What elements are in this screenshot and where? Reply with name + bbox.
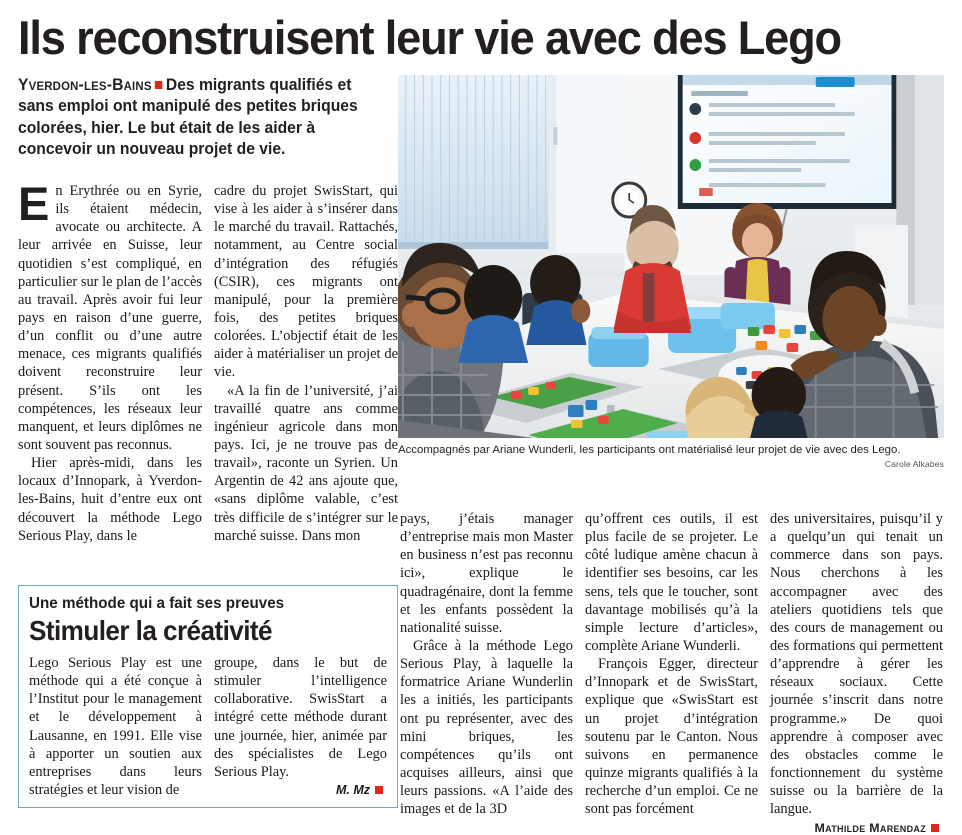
article-column-3 — [400, 510, 573, 835]
paragraph: François Egger, directeur d’Innopark et de SwisStart, explique que «SwisStart est un projet d’intégration soutenu par le Canton. Nous suivons en permanence quinze migrants qualifiés à la recherche d’un emploi. Ce ne sont pas forcément — [585, 656, 758, 818]
paragraph: En Erythrée ou en Syrie, ils étaient médecin, avocate ou architecte. A leur arrivée en Suisse, leur quotidien s’est compliqué, en particulier sur le plan de l’accès au travail. Après avoir fui leur pays en raison d’une guerre, d’un conflit ou d’une autre menace, ces migrants qualifiés doivent reconstruire leur présent. S’ils ont les compétences, les réseaux leur manquent, et leurs diplômes ne sont souvent pas reconnus. — [18, 177, 202, 453]
upper-text-columns — [18, 177, 398, 545]
photo-caption: Accompagnés par Ariane Wunderli, les participants ont matérialisé leur projet de vie avec des Lego. — [398, 444, 901, 456]
article-column-4 — [585, 510, 758, 835]
sidebar-column-1 — [29, 654, 202, 799]
sidebar-column-2 — [214, 654, 387, 799]
red-square-icon — [931, 824, 939, 832]
sidebar-box — [18, 585, 398, 808]
sidebar-title: Stimuler la créativité — [29, 615, 273, 646]
lead-paragraph — [18, 75, 368, 161]
paragraph: «A la fin de l’université, j’ai travaillé quatre ans comme ingénieur agricole dans mon pays. Ici, je ne trouve pas de travail», raconte un Syrien. Un Argentin de 42 ans ajoute que, «sans diplôme valable, c’est très difficile de s’intégrer sur le marché suisse. Dans mon — [214, 382, 398, 544]
newspaper-page — [0, 11, 962, 835]
paragraph: cadre du projet SwisStart, qui vise à les aider à s’insérer dans le marché du travail. Rattachés, notamment, au Centre social d’intégration des réfugiés (CSIR), ces migrants ont manipulé, pour la première fois, des petites briques colorées. L’objectif était de les aider à matérialiser un projet de vie. — [214, 183, 398, 381]
article-column-1 — [18, 177, 202, 545]
lead-text: Des migrants qualifiés et sans emploi ont manipulé des petites briques colorées, hier. Le but était de les aider à concevoir un nouveau projet de vie. — [18, 76, 358, 159]
paragraph: Grâce à la méthode Lego Serious Play, à laquelle la formatrice Ariane Wunderlin les a initiés, les participants ont pu représenter, avec des mini briques, les compétences qu’ils ont acquises ailleurs, ainsi que leurs passions. «A l’aide des images et de la 3D — [400, 637, 573, 818]
sidebar-byline — [214, 783, 387, 797]
page-title: Ils reconstruisent leur vie avec des Lego — [18, 11, 841, 64]
lower-text-columns — [400, 510, 944, 835]
dateline-locality: Yverdon-les-Bains — [18, 76, 152, 94]
article-photo — [398, 75, 944, 438]
red-square-icon — [375, 786, 383, 794]
paragraph: pays, j’étais manager d’entreprise mais mon Master en business n’est pas reconnu ici», explique le quadragénaire, dont la femme et les enfants possèdent la nationalité suisse. — [400, 511, 573, 636]
sidebar-kicker: Une méthode qui a fait ses preuves — [29, 595, 285, 612]
article-column-2 — [214, 182, 398, 545]
paragraph: des universitaires, puisqu’il y a quelqu’un qui tenait un commerce dans son pays. Nous cherchons à les accompagner avec des ateliers quotidiens tels que des cours de management ou des formations qui permettent d’apprendre à gérer les réseaux sociaux. Cette journée s’inscrit dans notre programme.» De quoi apprendre à composer avec des obstacles comme le fonctionnement du système suisse ou la barrière de la langue. — [770, 511, 943, 818]
paragraph: Hier après-midi, dans les locaux d’Innopark, à Yverdon-les-Bains, huit d’entre eux ont découvert la méthode Lego Serious Play, dans le — [18, 455, 202, 544]
paragraph: groupe, dans le but de stimuler l’intelligence collaborative. SwisStart a intégré cette méthode durant une journée, hier, animée par des spécialistes de Lego Serious Play. — [214, 655, 387, 780]
paragraph: Lego Serious Play est une méthode qui a été conçue à l’Institut pour le management et le développement à Lausanne, en 1991. Elle vise à apporter un soutien aux entreprises dans leurs stratégies et leur vision de — [29, 655, 202, 798]
article-byline — [770, 821, 943, 835]
photo-illustration — [398, 75, 944, 438]
sidebar-columns — [29, 654, 387, 799]
sidebar-byline-text: M. Mz — [335, 782, 370, 797]
paragraph: qu’offrent ces outils, il est plus facile de se projeter. Le côté ludique amène chacun à identifier ses besoins, car les sens, tels que le toucher, sont davantage mobilisés qu’à la simple lecture d’articles», complète Ariane Wunderli. — [585, 511, 758, 654]
article-column-5 — [770, 510, 943, 835]
photo-credit: Carole Alkabes — [884, 459, 944, 470]
red-square-icon — [154, 81, 162, 89]
photo-block — [398, 75, 944, 469]
article-byline-text: Mathilde Marendaz — [814, 821, 926, 835]
